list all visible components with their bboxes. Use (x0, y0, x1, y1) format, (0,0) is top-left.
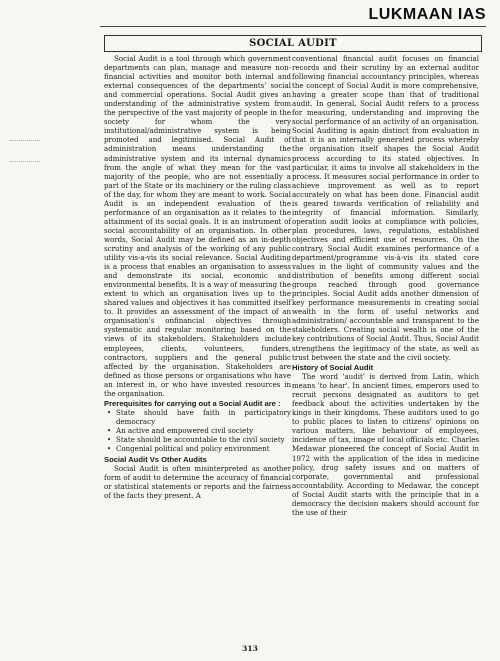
page-number: 313 (242, 644, 258, 653)
brand-header: LUKMAAN IAS (368, 6, 486, 23)
list-item: • State should have faith in participatory democracy (116, 408, 291, 426)
header-rule (100, 26, 486, 27)
list-item: • Congenial political and policy environment (116, 444, 291, 453)
paragraph-history: The word 'audit' is derived from Latin, which means 'to hear'. In ancient times, emperors used to recruit persons designated as auditors to get feedback about the activities undertaken by the kings in their kingdoms. These auditors used to go to public places to listen to citizens' opinions on various matters, like behaviour of employees, incidence of tax, image of local officials etc. Charles Medawar pioneered the concept of Social Audit in 1972 with the application of the idea in medicine policy, drug safety issues and on matters of corporate, governmental and professional accountability. According to Medawar, the concept of Social Audit starts with the principle that in a democracy the decision makers should account for the use of their (292, 372, 479, 517)
heading-history: History of Social Audit (292, 362, 374, 372)
right-column (292, 54, 479, 517)
heading-vs-other-audits: Social Audit Vs Other Audits (104, 454, 207, 464)
prerequisite-list (104, 408, 291, 453)
paragraph-conventional: conventional financial audit focuses on financial records and their scrutiny by an external auditor following financial accountancy principles, whereas the concept of Social Audit is more comprehensive, having a greater scope than that of traditional audit. In general, Social Audit refers to a process for measuring, understanding and improving the social performance of an activity of an organisation. Social Auditing is again distinct from evaluation in that it is an internally generated process whereby the organisation itself shapes the Social Audit process according to its stated objectives. In particular, it aims to involve all stakeholders in the process. It measures social performance in order to achieve improvement as well as to report accurately on what has been done. Financial audit is geared towards verification of reliability and integrity of financial information. Similarly, operation audit looks at compliance with policies, plan procedures, laws, regulations, established objectives and efficient use of resources. On the contrary, Social Audit examines performance of a department/programme vis-à-vis its stated core values in the light of community values and the distribution of benefits among different social groups reached through good governance principles. Social Audit adds another dimension of key performance measurements in creating social wealth in the form of useful networks and administration/ accountable and transparent to the stakeholders. Creating social wealth is one of the key contributions of Social Audit. Thus, Social Audit strengthens the legitimacy of the state, as well as trust between the state and the civil society. (292, 54, 479, 362)
left-column (104, 54, 291, 500)
paragraph-intro: Social Audit is a tool through which government departments can plan, manage and measure non-financial activities and monitor both internal and external consequences of the departments' social and commercial operations. Social Audit gives an understanding of the administrative system from the perspective of the vast majority of people in the society for whom the very institutional/administrative system is being promoted and legitimised. Social Audit of administration means understanding the administrative system and its internal dynamics from the angle of what they mean for the vast majority of the people, who are not essentially a part of the State or its machinery or the ruling class of the day, for whom they are meant to work. Social Audit is an independent evaluation of the performance of an organisation as it relates to the attainment of its social goals. It is an instrument of social accountability of an organisation. In other words, Social Audit may be defined as an in-depth scrutiny and analysis of the working of any public utility vis-a-vis its social relevance. Social Auditing is a process that enables an organisation to assess and demonstrate its social, economic and environmental benefits. It is a way of measuring the extent to which an organisation lives up to the shared values and objectives it has committed itself to. It provides an assessment of the impact of an organisation's onfinancial objectives through systematic and regular monitoring based on the views of its stakeholders. Stakeholders include employees, clients, volunteers, funders, contractors, suppliers and the general public affected by the organisation. Stakeholders are defined as those persons or organisations who have an interest in, or who have invested resources in the organisation. (104, 54, 291, 398)
page-title: SOCIAL AUDIT (104, 35, 482, 52)
list-item: • State should be accountable to the civil society (116, 435, 291, 444)
heading-prerequisites: Prerequisites for carrying out a Social Audit are : (104, 398, 281, 408)
paragraph-vs: Social Audit is often misinterpreted as another form of audit to determine the accuracy of financial or statistical statements or reports and the fairness of the facts they present. A (104, 464, 291, 501)
margin-scribble (10, 140, 40, 162)
list-item: • An active and empowered civil society (116, 426, 291, 435)
